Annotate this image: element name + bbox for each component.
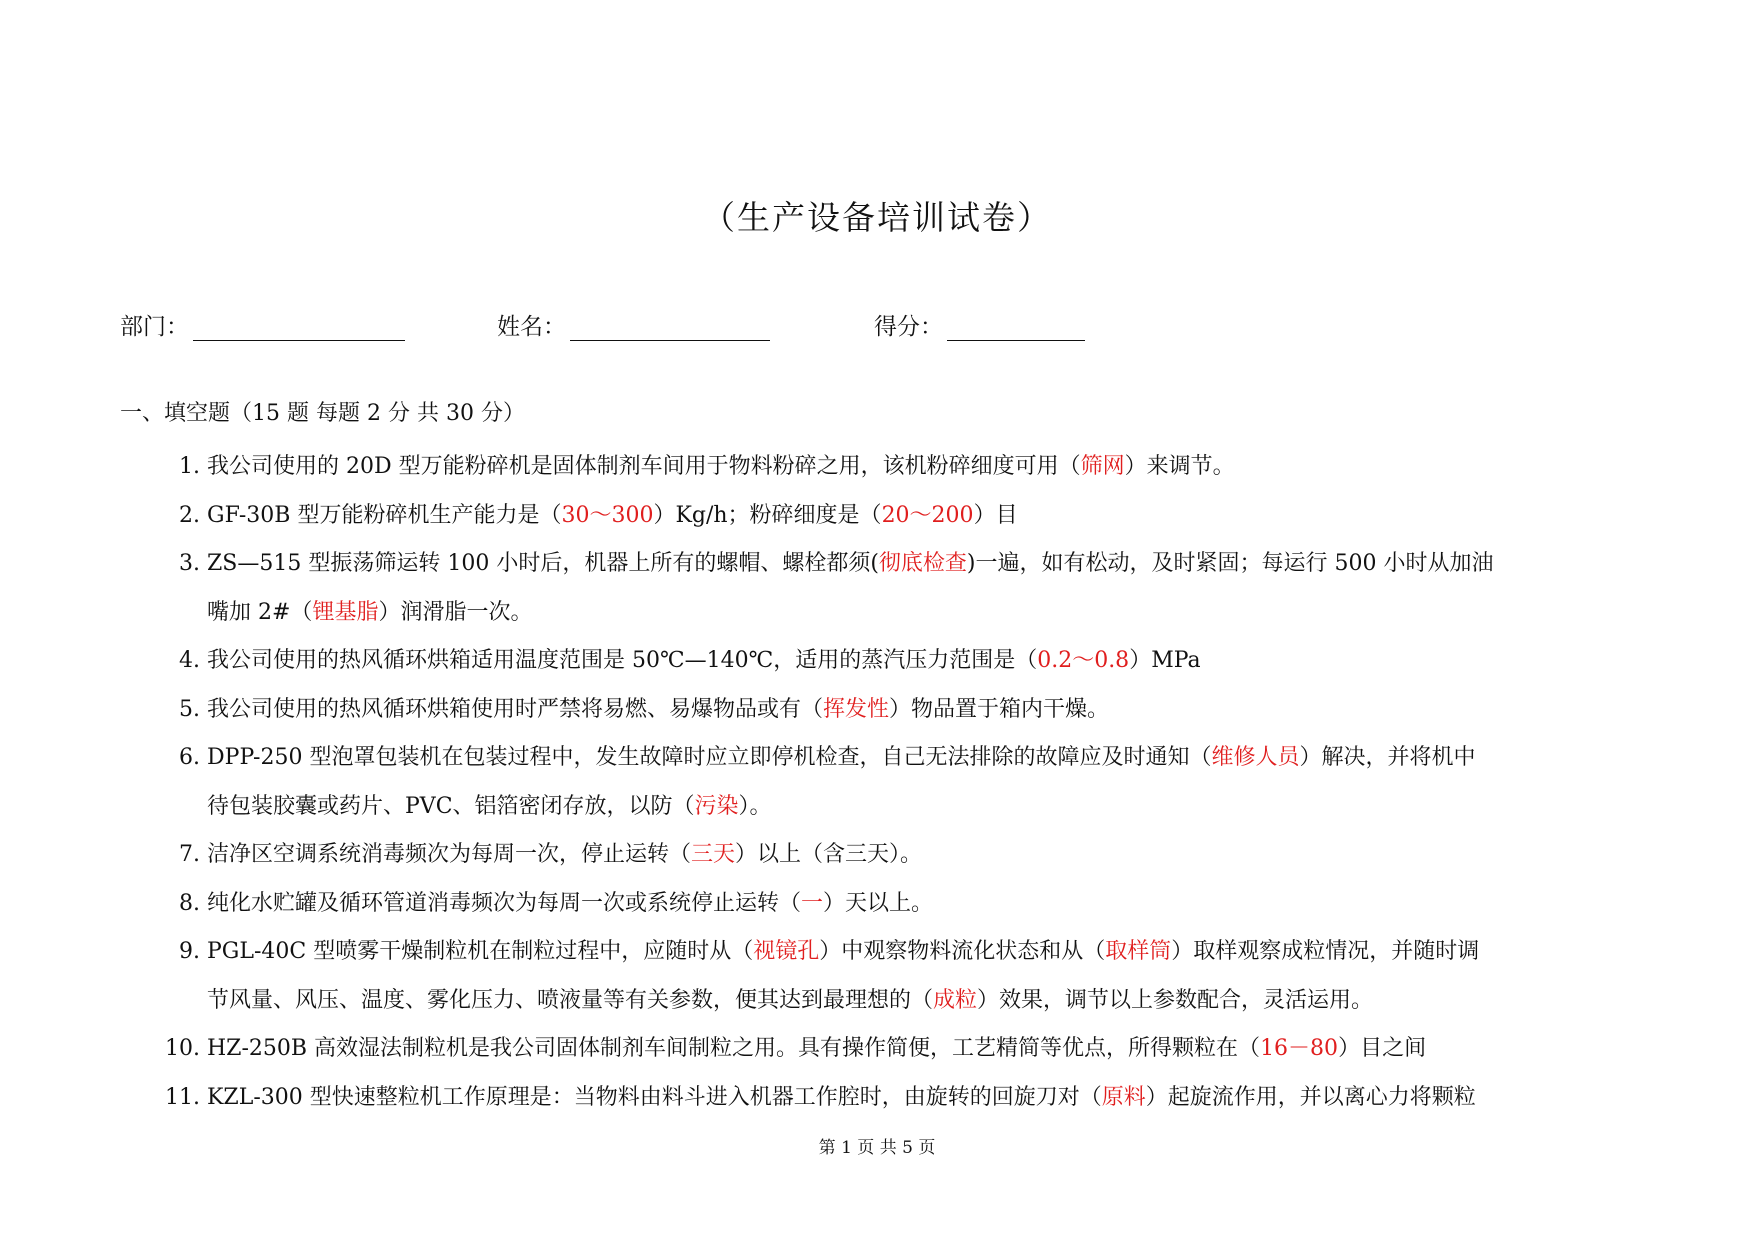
question-number: 10. bbox=[165, 1036, 200, 1061]
answer-text: 维修人员 bbox=[1211, 745, 1300, 770]
answer-text: 挥发性 bbox=[823, 696, 890, 722]
name-field bbox=[497, 308, 770, 341]
answer-text: 取样筒 bbox=[1105, 939, 1172, 964]
question-line bbox=[207, 783, 1655, 832]
question-item bbox=[0, 734, 1655, 831]
question-text: ）物品置于箱内干燥。 bbox=[889, 696, 1110, 722]
question-text: 纯化水贮罐及循环管道消毒频次为每周一次或系统停止运转（ bbox=[207, 890, 802, 916]
question-text: 我公司使用的热风循环烘箱适用温度范围是 50℃—140℃，适用的蒸汽压力范围是（ bbox=[207, 648, 1038, 673]
question-number: 2. bbox=[179, 502, 200, 528]
question-number: 11. bbox=[165, 1084, 200, 1110]
answer-text: 0.2～0.8 bbox=[1037, 648, 1130, 673]
question-text: ）以上（含三天）。 bbox=[735, 842, 923, 867]
page-footer: 第 1 页 共 5 页 bbox=[818, 1138, 936, 1158]
answer-text: 16－80 bbox=[1260, 1036, 1339, 1061]
question-text: ）效果，调节以上参数配合，灵活运用。 bbox=[977, 987, 1374, 1013]
department-label: 部门： bbox=[120, 314, 189, 340]
question-text: ）起旋流作用，并以离心力将颗粒 bbox=[1145, 1084, 1476, 1110]
answer-text: 锂基脂 bbox=[312, 599, 379, 625]
question-line bbox=[207, 928, 1655, 977]
question-line bbox=[207, 540, 1655, 589]
question-text: ）来调节。 bbox=[1124, 454, 1235, 479]
question-text: ）MPa bbox=[1129, 648, 1201, 673]
question-number: 3. bbox=[179, 551, 200, 576]
question-text: GF-30B 型万能粉碎机生产能力是（ bbox=[207, 502, 562, 528]
question-text: KZL-300 型快速整粒机工作原理是：当物料由料斗进入机器工作腔时，由旋转的回旋刀对（ bbox=[207, 1084, 1102, 1110]
question-text: ）润滑脂一次。 bbox=[378, 599, 533, 625]
question-line bbox=[207, 1025, 1655, 1074]
question-text: PGL-40C 型喷雾干燥制粒机在制粒过程中，应随时从（ bbox=[207, 939, 754, 964]
department-blank[interactable] bbox=[193, 314, 405, 341]
page-title: （生产设备培训试卷） bbox=[702, 198, 1052, 237]
question-item bbox=[0, 492, 1655, 541]
answer-text: 一 bbox=[801, 890, 824, 916]
info-row bbox=[120, 308, 1320, 342]
question-line bbox=[207, 880, 1655, 929]
question-line bbox=[207, 977, 1655, 1026]
question-item bbox=[0, 686, 1655, 735]
question-line bbox=[207, 686, 1655, 735]
answer-text: 30～300 bbox=[561, 502, 654, 528]
section-heading: 一、填空题（15 题 每题 2 分 共 30 分） bbox=[120, 401, 525, 426]
score-label: 得分： bbox=[874, 314, 943, 340]
question-number: 7. bbox=[179, 842, 200, 867]
answer-text: 成粒 bbox=[933, 987, 978, 1013]
answer-text: 三天 bbox=[691, 842, 736, 867]
name-blank[interactable] bbox=[570, 314, 770, 341]
question-text: )一遍，如有松动，及时紧固；每运行 500 小时从加油 bbox=[966, 551, 1494, 576]
question-text: 我公司使用的 20D 型万能粉碎机是固体制剂车间用于物料粉碎之用，该机粉碎细度可用（ bbox=[207, 454, 1081, 479]
score-blank[interactable] bbox=[947, 314, 1085, 341]
question-line bbox=[207, 831, 1655, 880]
question-list bbox=[0, 443, 1754, 1122]
department-field bbox=[120, 308, 405, 341]
question-text: 洁净区空调系统消毒频次为每周一次，停止运转（ bbox=[207, 842, 692, 867]
question-text: ）目之间 bbox=[1338, 1036, 1427, 1061]
name-label: 姓名： bbox=[497, 314, 566, 340]
question-item bbox=[0, 1074, 1655, 1123]
question-text: 节风量、风压、温度、雾化压力、喷液量等有关参数，便其达到最理想的（ bbox=[207, 987, 934, 1013]
question-text: ）天以上。 bbox=[823, 890, 934, 916]
question-text: ）Kg/h；粉碎细度是（ bbox=[653, 502, 882, 528]
question-text: HZ-250B 高效湿法制粒机是我公司固体制剂车间制粒之用。具有操作简便，工艺精简等优点，所得颗粒在（ bbox=[207, 1036, 1261, 1061]
question-text: 嘴加 2#（ bbox=[207, 599, 313, 625]
answer-text: 彻底检查 bbox=[878, 551, 967, 576]
question-item bbox=[0, 880, 1655, 929]
question-number: 8. bbox=[179, 890, 200, 916]
question-text: 我公司使用的热风循环烘箱使用时严禁将易燃、易爆物品或有（ bbox=[207, 696, 824, 722]
question-line bbox=[207, 734, 1655, 783]
answer-text: 视镜孔 bbox=[753, 939, 820, 964]
question-text: ）解决，并将机中 bbox=[1299, 745, 1476, 770]
question-text: ）目 bbox=[973, 502, 1018, 528]
question-text: ZS—515 型振荡筛运转 100 小时后，机器上所有的螺帽、螺栓都须( bbox=[207, 551, 879, 576]
score-field bbox=[874, 308, 1085, 341]
question-item bbox=[0, 637, 1655, 686]
question-line bbox=[207, 589, 1655, 638]
question-line bbox=[207, 1074, 1655, 1123]
answer-text: 原料 bbox=[1101, 1084, 1146, 1110]
question-number: 1. bbox=[179, 454, 200, 479]
question-number: 5. bbox=[179, 696, 200, 722]
question-item bbox=[0, 443, 1655, 492]
question-line bbox=[207, 443, 1655, 492]
question-text: DPP-250 型泡罩包装机在包装过程中，发生故障时应立即停机检查，自己无法排除的故障应及时通知（ bbox=[207, 745, 1212, 770]
question-text: ）。 bbox=[738, 793, 772, 819]
question-number: 4. bbox=[179, 648, 200, 673]
question-number: 9. bbox=[179, 939, 200, 964]
question-item bbox=[0, 831, 1655, 880]
question-text: ）取样观察成粒情况，并随时调 bbox=[1171, 939, 1480, 964]
question-text: 待包装胶囊或药片、PVC、铝箔密闭存放，以防（ bbox=[207, 793, 695, 819]
question-item bbox=[0, 1025, 1655, 1074]
question-item bbox=[0, 540, 1655, 637]
question-text: ）中观察物料流化状态和从（ bbox=[819, 939, 1106, 964]
question-line bbox=[207, 637, 1655, 686]
question-line bbox=[207, 492, 1655, 541]
answer-text: 筛网 bbox=[1080, 454, 1125, 479]
question-item bbox=[0, 928, 1655, 1025]
answer-text: 污染 bbox=[694, 793, 739, 819]
question-number: 6. bbox=[179, 745, 200, 770]
answer-text: 20～200 bbox=[881, 502, 974, 528]
